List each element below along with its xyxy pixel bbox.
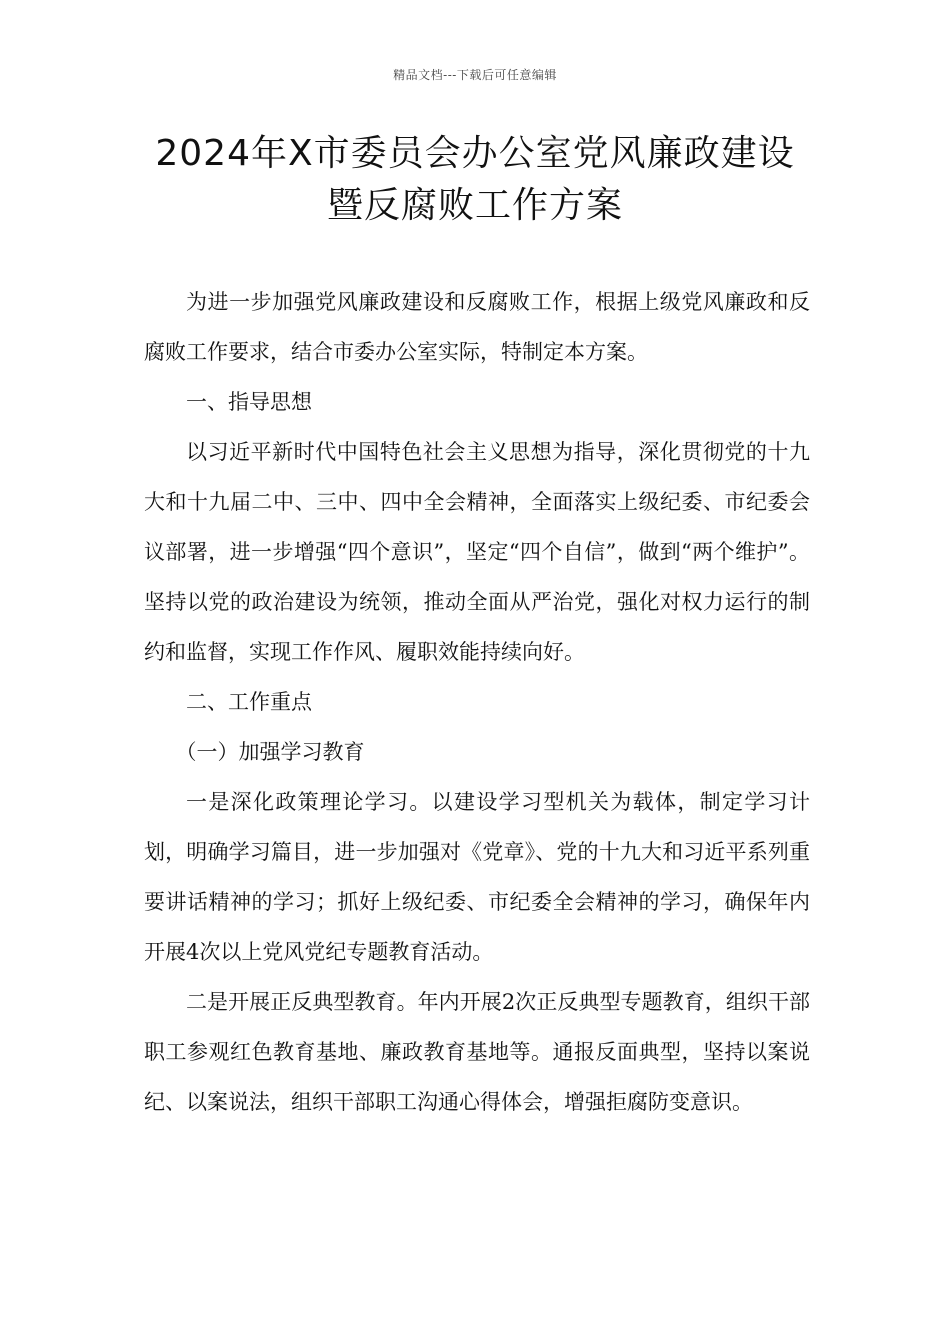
guiding-thought-paragraph: 以习近平新时代中国特色社会主义思想为指导，深化贯彻党的十九大和十九届二中、三中、四中全会精神，全面落实上级纪委、市纪委会议部署，进一步增强“四个意识”，坚定“四个自信”，做到“两个维护”。坚持以党的政治建设为统领，推动全面从严治党，强化对权力运行的制约和监督，实现工作作风、履职效能持续向好。	[144, 440, 810, 664]
typical-education-paragraph: 二是开展正反典型教育。年内开展2次正反典型专题教育，组织干部职工参观红色教育基地、廉政教育基地等。通报反面典型，坚持以案说纪、以案说法，组织干部职工沟通心得体会，增强拒腐防变意识。	[144, 990, 810, 1114]
intro-paragraph: 为进一步加强党风廉政建设和反腐败工作，根据上级党风廉政和反腐败工作要求，结合市委办公室实际，特制定本方案。	[144, 290, 810, 364]
title-line-1: 2024年X市委员会办公室党风廉政建设	[155, 133, 795, 174]
section-heading-guiding-thought: 一、指导思想	[186, 390, 312, 414]
document-title	[120, 128, 830, 232]
section-heading-work-focus: 二、工作重点	[186, 690, 312, 714]
header-note: 精品文档---下载后可任意编辑	[393, 68, 557, 82]
policy-study-paragraph: 一是深化政策理论学习。以建设学习型机关为载体，制定学习计划，明确学习篇目，进一步加强对《党章》、党的十九大和习近平系列重要讲话精神的学习；抓好上级纪委、市纪委全会精神的学习，确保年内开展4次以上党风党纪专题教育活动。	[144, 790, 810, 964]
document-body	[144, 277, 810, 1127]
title-line-2: 暨反腐败工作方案	[326, 185, 623, 226]
subsection-heading-study-education: （一）加强学习教育	[175, 740, 365, 764]
